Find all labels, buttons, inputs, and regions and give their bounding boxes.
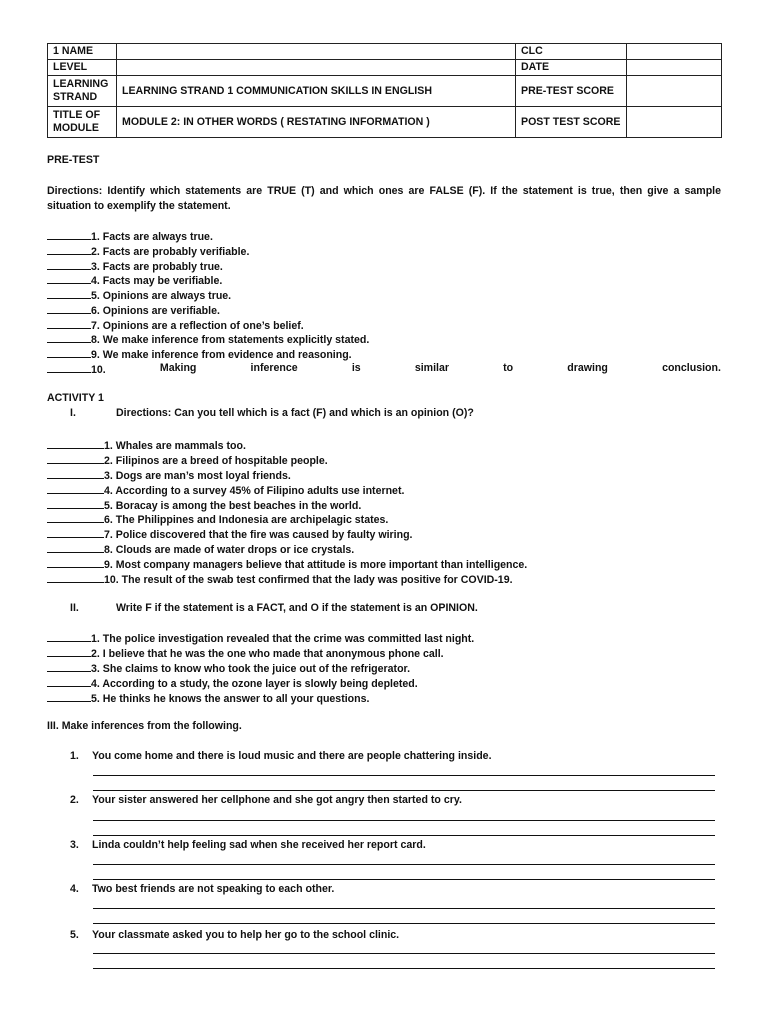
answer-blank[interactable]: [47, 675, 91, 687]
answer-blank[interactable]: [47, 526, 104, 538]
posttest-score-field[interactable]: [627, 107, 722, 138]
module-label: TITLE OF MODULE: [48, 107, 117, 138]
answer-blank[interactable]: [47, 541, 104, 553]
answer-line[interactable]: [93, 968, 715, 969]
statement-word: 10.: [91, 364, 106, 376]
pretest-directions: Directions: Identify which statements are TRUE (T) and which ones are FALSE (F). If the statement is true, then give a sample situation to exemplify the statement.: [47, 185, 721, 212]
statement-text: 4. According to a survey 45% of Filipino adults use internet.: [104, 485, 405, 497]
answer-line[interactable]: [93, 835, 715, 836]
answer-blank[interactable]: [47, 346, 91, 358]
answer-line[interactable]: [93, 908, 715, 909]
level-label: LEVEL: [48, 60, 117, 76]
section-numeral: I.: [70, 407, 76, 419]
answer-blank[interactable]: [47, 452, 104, 464]
answer-blank[interactable]: [47, 630, 91, 642]
question-item: [70, 928, 399, 943]
pretest-title: PRE-TEST: [47, 154, 100, 166]
answer-line[interactable]: [93, 879, 715, 880]
statement-text: 5. He thinks he knows the answer to all your questions.: [91, 693, 370, 705]
answer-blank[interactable]: [47, 361, 91, 373]
list-item: [47, 690, 369, 707]
level-field[interactable]: [117, 60, 516, 76]
question-text: You come home and there is loud music and there are people chattering inside.: [92, 750, 492, 762]
statement-text: 9. We make inference from evidence and reasoning.: [91, 349, 352, 361]
pretest-score-field[interactable]: [627, 76, 722, 107]
statement-word: inference: [250, 362, 298, 374]
question-item: [70, 882, 334, 897]
statement-text: 1. Facts are always true.: [91, 231, 213, 243]
question-item: [70, 838, 426, 853]
answer-blank[interactable]: [47, 467, 104, 479]
answer-blank[interactable]: [47, 302, 91, 314]
clc-field[interactable]: [627, 44, 722, 60]
date-label: DATE: [516, 60, 627, 76]
module-value: MODULE 2: IN OTHER WORDS ( RESTATING INFORMATION ): [117, 107, 516, 138]
statement-text: 7. Police discovered that the fire was caused by faulty wiring.: [104, 529, 413, 541]
clc-label: CLC: [516, 44, 627, 60]
statement-text: 2. Facts are probably verifiable.: [91, 246, 250, 258]
answer-blank[interactable]: [47, 660, 91, 672]
section-numeral: II.: [70, 602, 79, 614]
statement-word: similar: [414, 362, 449, 374]
statement-word: conclusion.: [662, 362, 721, 374]
question-text: Your sister answered her cellphone and she got angry then started to cry.: [92, 794, 462, 806]
answer-blank[interactable]: [47, 437, 104, 449]
statement-word: drawing: [567, 362, 608, 374]
list-item: [47, 361, 721, 378]
statement-text: 3. She claims to know who took the juice out of the refrigerator.: [91, 663, 411, 675]
answer-blank[interactable]: [47, 287, 91, 299]
answer-line[interactable]: [93, 923, 715, 924]
statement-text: 5. Opinions are always true.: [91, 290, 232, 302]
name-label: 1 NAME: [48, 44, 117, 60]
statement-text: 7. Opinions are a reflection of one’s belief.: [91, 320, 304, 332]
name-field[interactable]: [117, 44, 516, 60]
statement-text: 3. Dogs are man’s most loyal friends.: [104, 470, 291, 482]
question-text: Your classmate asked you to help her go to the school clinic.: [92, 929, 400, 941]
statement-word: is: [351, 362, 361, 374]
answer-line[interactable]: [93, 775, 715, 776]
posttest-score-label: POST TEST SCORE: [516, 107, 627, 138]
statement-text: 4. Facts may be verifiable.: [91, 275, 223, 287]
statement-word: Making: [159, 362, 197, 374]
statement-text: 6. The Philippines and Indonesia are archipelagic states.: [104, 514, 389, 526]
answer-blank[interactable]: [47, 317, 91, 329]
statement-text: 4. According to a study, the ozone layer is slowly being depleted.: [91, 678, 418, 690]
date-field[interactable]: [627, 60, 722, 76]
statement-text: 1. Whales are mammals too.: [104, 440, 246, 452]
section-directions: Directions: Can you tell which is a fact (F) and which is an opinion (O)?: [116, 407, 474, 419]
statement-text: 3. Facts are probably true.: [91, 261, 223, 273]
answer-blank[interactable]: [47, 511, 104, 523]
statement-text: 10. The result of the swab test confirmed that the lady was positive for COVID-19.: [104, 574, 513, 586]
answer-line[interactable]: [93, 953, 715, 954]
pretest-score-label: PRE-TEST SCORE: [516, 76, 627, 107]
answer-blank[interactable]: [47, 258, 91, 270]
answer-blank[interactable]: [47, 645, 91, 657]
question-number: 5.: [70, 929, 79, 941]
question-number: 4.: [70, 883, 79, 895]
statement-text: 5. Boracay is among the best beaches in the world.: [104, 500, 362, 512]
answer-line[interactable]: [93, 864, 715, 865]
section-title: III. Make inferences from the following.: [47, 720, 242, 732]
answer-line[interactable]: [93, 790, 715, 791]
section-directions: Write F if the statement is a FACT, and O if the statement is an OPINION.: [116, 602, 478, 614]
header-table: [47, 43, 722, 138]
statement-text: 8. We make inference from statements explicitly stated.: [91, 334, 370, 346]
statement-text: 1. The police investigation revealed that the crime was committed last night.: [91, 633, 475, 645]
question-item: [70, 793, 462, 808]
statement-text: 9. Most company managers believe that attitude is more important than intelligence.: [104, 559, 528, 571]
statement-text: 6. Opinions are verifiable.: [91, 305, 220, 317]
answer-blank[interactable]: [47, 556, 104, 568]
learning-strand-value: LEARNING STRAND 1 COMMUNICATION SKILLS IN ENGLISH: [117, 76, 516, 107]
statement-text: 8. Clouds are made of water drops or ice crystals.: [104, 544, 355, 556]
question-number: 3.: [70, 839, 79, 851]
answer-blank[interactable]: [47, 228, 91, 240]
answer-blank[interactable]: [47, 243, 91, 255]
answer-blank[interactable]: [47, 482, 104, 494]
question-text: Linda couldn’t help feeling sad when she received her report card.: [92, 839, 426, 851]
answer-blank[interactable]: [47, 331, 91, 343]
question-text: Two best friends are not speaking to each other.: [92, 883, 335, 895]
learning-strand-label: LEARNING STRAND: [48, 76, 117, 107]
list-item: [47, 571, 513, 588]
answer-blank[interactable]: [47, 272, 91, 284]
answer-blank[interactable]: [47, 497, 104, 509]
statement-text: 2. Filipinos are a breed of hospitable people.: [104, 455, 328, 467]
question-item: [70, 749, 492, 764]
question-number: 2.: [70, 794, 79, 806]
question-number: 1.: [70, 750, 79, 762]
statement-word: to: [503, 362, 514, 374]
activity-title: ACTIVITY 1: [47, 392, 104, 404]
answer-line[interactable]: [93, 820, 715, 821]
answer-blank[interactable]: [47, 571, 104, 583]
answer-blank[interactable]: [47, 690, 91, 702]
statement-text: 2. I believe that he was the one who made that anonymous phone call.: [91, 648, 444, 660]
